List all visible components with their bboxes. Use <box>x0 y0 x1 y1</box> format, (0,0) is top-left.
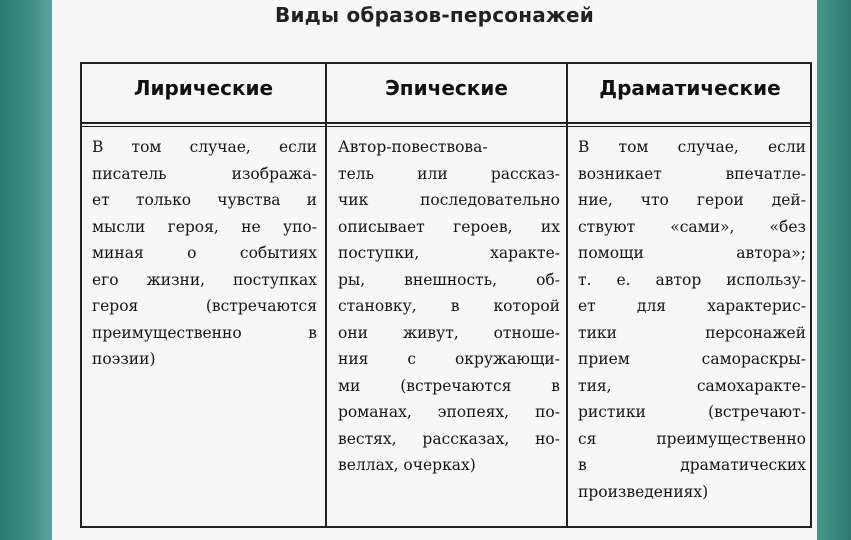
cell-line: ристики (встречают- <box>578 403 806 421</box>
cell-line: В том случае, если <box>578 138 806 156</box>
cell-line: поступки, характе- <box>338 244 560 262</box>
cell-line: они живут, отноше- <box>338 323 560 342</box>
cell-line: вестях, рассказах, но- <box>338 429 560 448</box>
cell-line: ние, что герои дей- <box>578 191 806 209</box>
cell-line: романах, эпопеях, по- <box>338 403 560 421</box>
cell-lyrical <box>92 134 317 373</box>
column-divider <box>325 64 327 526</box>
cell-line: ми (встречаются в <box>338 376 560 395</box>
header-divider <box>82 122 810 124</box>
cell-line: ет для характерис- <box>578 297 806 315</box>
cell-line: ет только чувства и <box>92 191 317 209</box>
scanned-page <box>52 0 817 540</box>
cell-line: его жизни, поступках <box>92 270 317 289</box>
page-title: Виды образов-персонажей <box>275 3 594 27</box>
column-divider <box>566 64 568 526</box>
slide-background-left <box>0 0 52 540</box>
cell-line: Автор-повествова- <box>338 138 488 156</box>
cell-line: тель или рассказ- <box>338 164 560 183</box>
header-divider-thin <box>82 126 810 127</box>
slide-background-right <box>811 0 851 540</box>
cell-line: помощи автора»; <box>578 244 806 262</box>
cell-line: героя (встречаются <box>92 297 317 315</box>
cell-line: ся преимущественно <box>578 429 806 448</box>
cell-line: тики персонажей <box>578 323 806 342</box>
cell-line: произведениях) <box>578 482 709 501</box>
header-lyrical: Лирические <box>133 76 274 100</box>
cell-line: в драматических <box>578 456 806 474</box>
character-types-table <box>80 62 812 528</box>
cell-line: т. е. автор использу- <box>578 270 806 289</box>
cell-line: прием самораскры- <box>578 350 806 368</box>
cell-line: В том случае, если <box>92 138 317 156</box>
cell-line: возникает впечатле- <box>578 164 806 183</box>
cell-line: ния с окружающи- <box>338 350 560 368</box>
cell-line: веллах, очерках) <box>338 456 476 474</box>
cell-line: ры, внешность, об- <box>338 270 560 289</box>
cell-line: описывает героев, их <box>338 217 560 236</box>
cell-line: ствуют «сами», «без <box>578 217 806 236</box>
cell-line: мысли героя, не упо- <box>92 217 317 236</box>
cell-line: чик последовательно <box>338 191 560 209</box>
cell-epic <box>338 134 560 479</box>
cell-line: становку, в которой <box>338 297 560 315</box>
cell-line: преимущественно в <box>92 323 317 342</box>
cell-line: поэзии) <box>92 350 156 368</box>
cell-line: тия, самохаракте- <box>578 376 806 395</box>
header-epic: Эпические <box>385 76 508 100</box>
cell-line: миная о событиях <box>92 244 317 262</box>
cell-dramatic <box>578 134 806 505</box>
cell-line: писатель изобража- <box>92 164 317 183</box>
header-dramatic: Драматические <box>599 76 781 100</box>
